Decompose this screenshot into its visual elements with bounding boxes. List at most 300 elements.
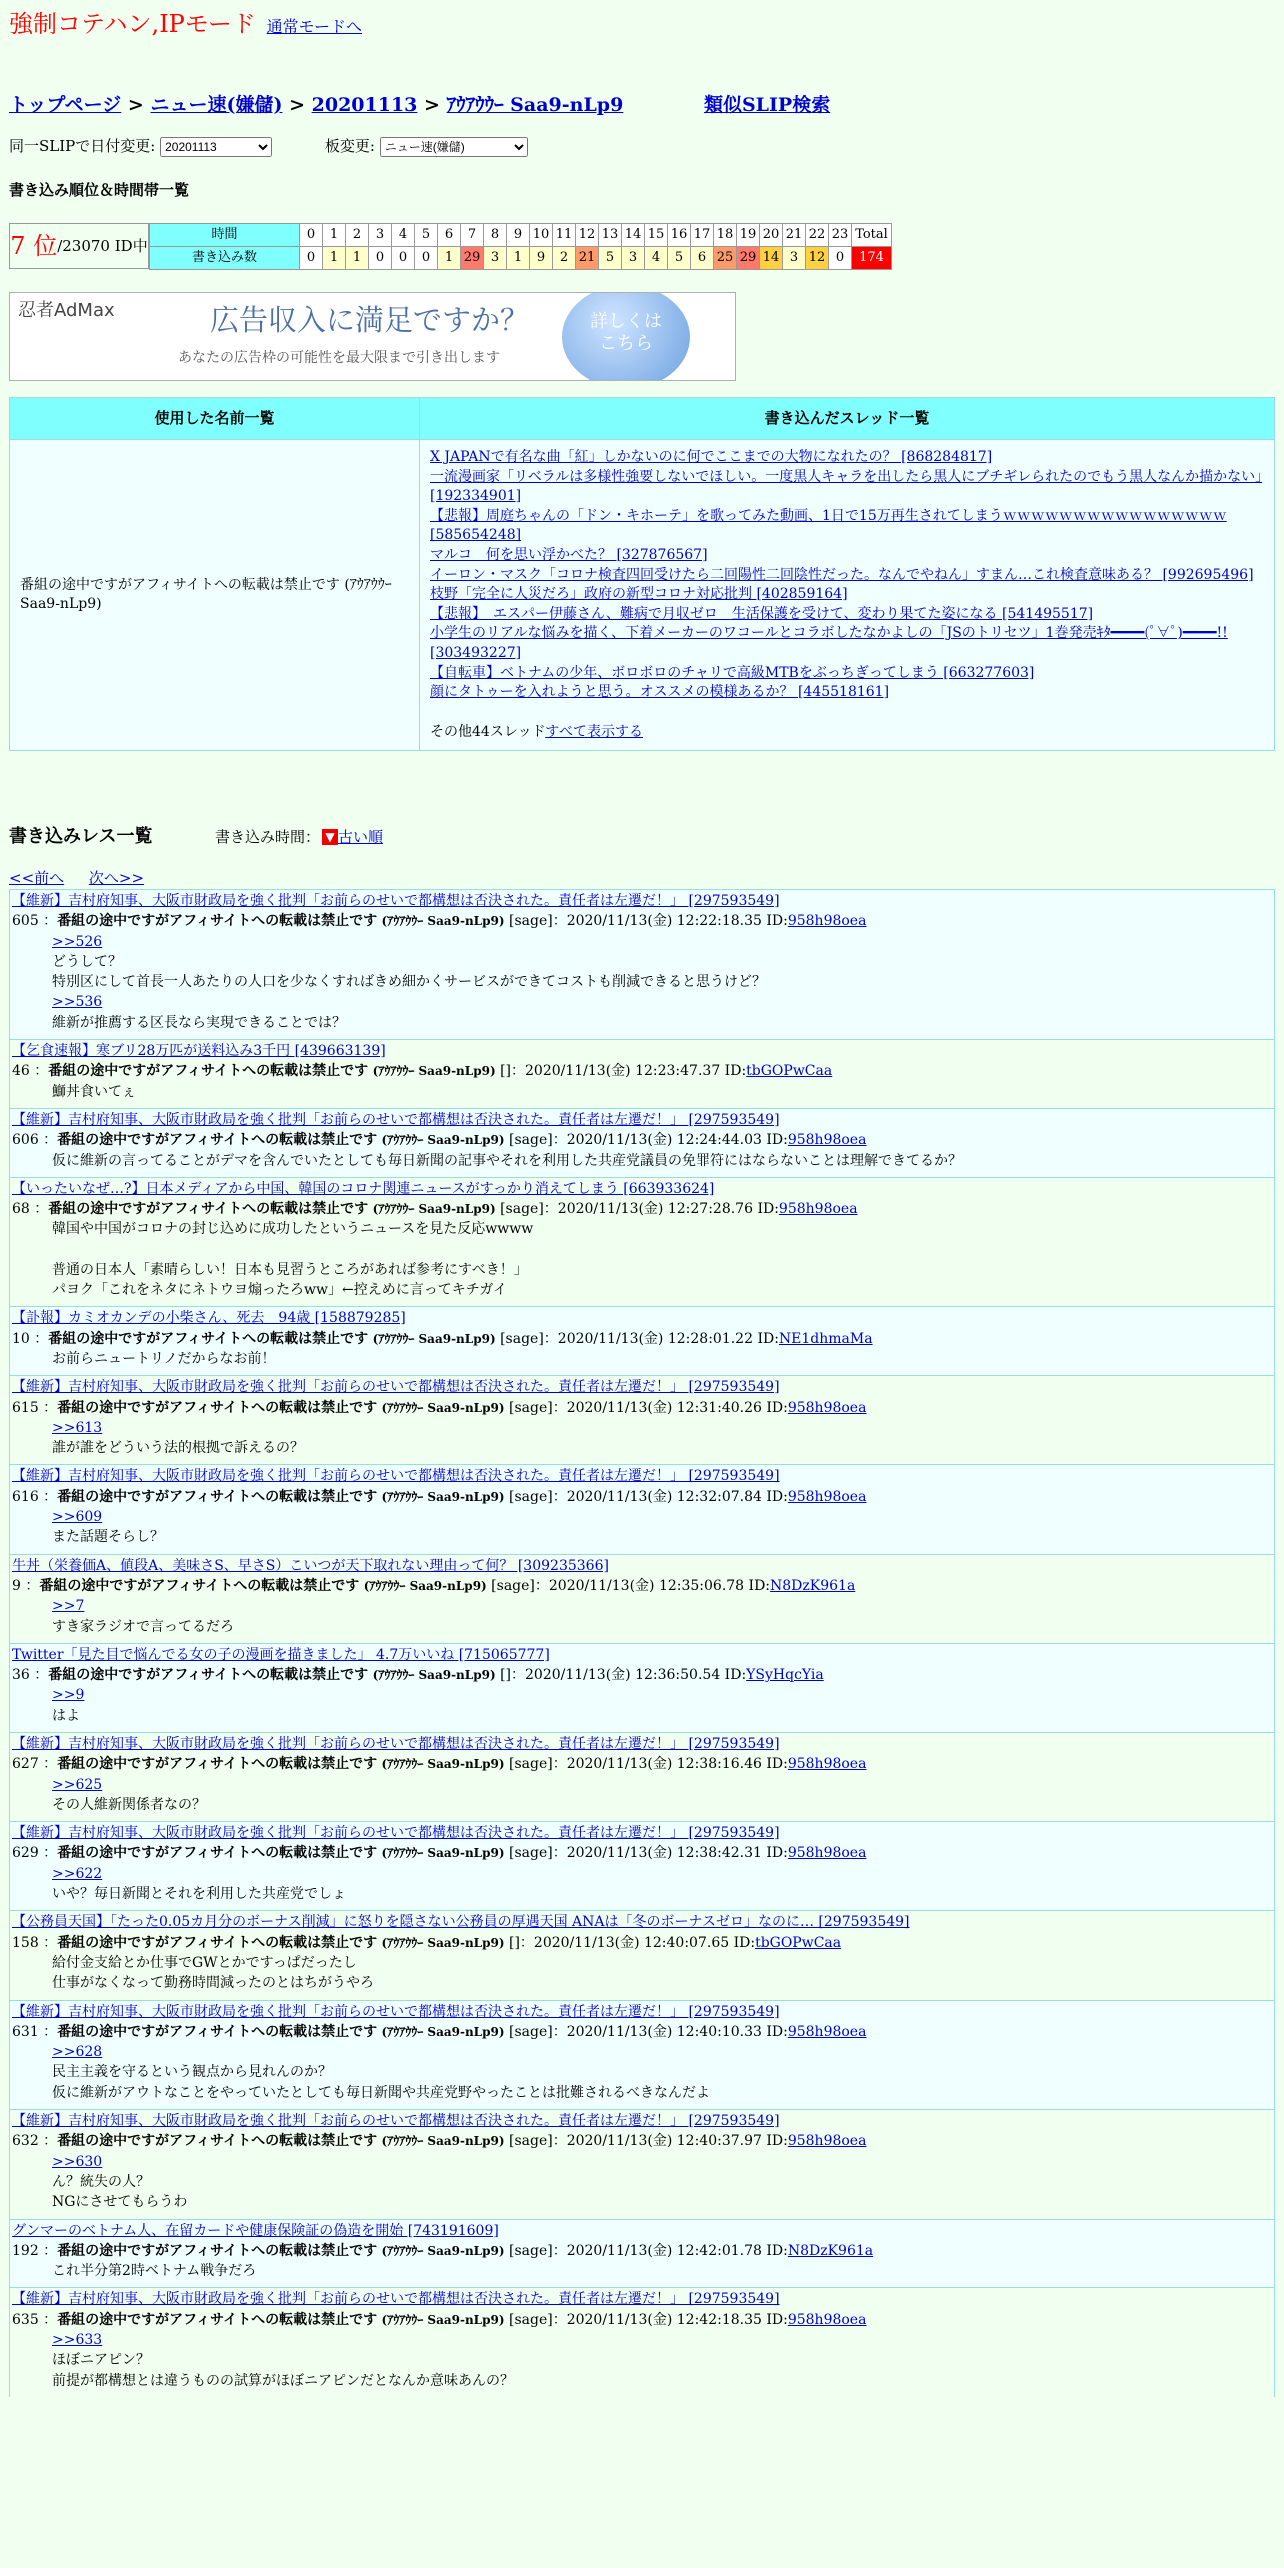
post-meta: 606 ：番組の途中ですがアフィサイトへの転載は禁止です (ｱｳｱｳｳｰ Saa9-nLp9) [sage]：2020/11/13(金) 12:24:44.03 ID:958h98oea <box>12 1132 867 1149</box>
post-thread-link[interactable]: 【乞食速報】寒ブリ28万匹が送料込み3千円 [439663139] <box>12 1043 386 1060</box>
post <box>9 1464 1275 1553</box>
post-id-link[interactable]: tbGOPwCaa <box>746 1063 833 1080</box>
post-id-link[interactable]: N8DzK961a <box>770 1577 856 1594</box>
breadcrumb <box>9 93 830 119</box>
poster-slip: (ｱｳｱｳｳｰ Saa9-nLp9) <box>381 914 505 929</box>
post-meta: 627 ：番組の途中ですがアフィサイトへの転載は禁止です (ｱｳｱｳｳｰ Saa9-nLp9) [sage]：2020/11/13(金) 12:38:16.46 ID:958h98oea <box>12 1756 867 1773</box>
post-thread-link[interactable]: 【維新】吉村府知事、大阪市財政局を強く批判「お前らのせいで都構想は否決された。責任者は左遷だ！」 [297593549] <box>12 1735 780 1752</box>
poster-slip: (ｱｳｱｳｳｰ Saa9-nLp9) <box>381 2134 505 2149</box>
post-body <box>12 932 1272 1033</box>
hour-count-cell: 3 <box>484 247 507 270</box>
names-header: 使用した名前一覧 <box>10 398 420 440</box>
normal-mode-link[interactable]: 通常モードへ <box>266 17 363 36</box>
thread-link[interactable]: 【自転車】ベトナムの少年、ボロボロのチャリで高級MTBをぶっちぎってしまう [663277603] <box>430 664 1035 681</box>
poster-name: 番組の途中ですがアフィサイトへの転載は禁止です <box>57 1488 378 1505</box>
post-thread <box>12 1466 1272 1486</box>
post-id-link[interactable]: YSyHqcYia <box>746 1667 824 1684</box>
post-body-line: 特別区にして首長一人あたりの人口を少なくすればきめ細かくサービスができてコストも削減できると思うけど？ <box>52 974 766 991</box>
post-separator: ： <box>38 2133 58 2150</box>
post-mail: [] <box>508 1934 520 1951</box>
post-body-line: 仮に維新の言ってることがデマを含んでいたとしても毎日新聞の記事やそれを利用した共産党議員の免罪符にはならないことは理解できてるか？ <box>52 1152 962 1169</box>
poster-slip: (ｱｳｱｳｳｰ Saa9-nLp9) <box>381 1846 505 1861</box>
hour-cell: 3 <box>369 224 392 247</box>
thread-link[interactable]: X JAPANで有名な曲「紅」しかないのに何でここまでの大物になれたの？ [868284817] <box>430 449 993 465</box>
post-id-link[interactable]: 958h98oea <box>778 1201 858 1218</box>
post-number: 635 <box>12 2311 39 2328</box>
post-date: 2020/11/13(金) 12:40:37.97 <box>566 2133 762 2150</box>
threads-cell <box>420 440 1275 751</box>
post-body <box>12 1685 1272 1726</box>
thread-link[interactable]: 【悲報】周庭ちゃんの「ドン・キホーテ」を歌ってみた動画、1日で15万再生されてしまうｗｗｗｗｗｗｗｗｗｗｗｗｗｗｗｗ [585654248] <box>430 507 1227 544</box>
post-thread <box>12 1308 1272 1328</box>
post <box>9 1306 1275 1375</box>
hour-count-cell: 12 <box>806 247 829 270</box>
hour-count-cell: 0 <box>369 247 392 270</box>
post <box>9 1554 1275 1643</box>
post-meta: 605 ：番組の途中ですがアフィサイトへの転載は禁止です (ｱｳｱｳｳｰ Saa9-nLp9) [sage]：2020/11/13(金) 12:22:18.35 ID:958h98oea <box>12 913 867 930</box>
post-thread <box>12 2289 1272 2309</box>
poster-name: 番組の途中ですがアフィサイトへの転載は禁止です <box>57 1399 378 1416</box>
post-separator: ： <box>20 1577 40 1594</box>
poster-slip: (ｱｳｱｳｳｰ Saa9-nLp9) <box>381 1400 505 1415</box>
thread-link[interactable]: マルコ 何を思い浮かべた？ [327876567] <box>430 546 708 563</box>
post-thread-link[interactable]: 【維新】吉村府知事、大阪市財政局を強く批判「お前らのせいで都構想は否決された。責任者は左遷だ！」 [297593549] <box>12 2113 780 2130</box>
post-thread <box>12 1110 1272 1130</box>
hour-cell: 1 <box>323 224 346 247</box>
post-meta: 46 ：番組の途中ですがアフィサイトへの転載は禁止です (ｱｳｱｳｳｰ Saa9-nLp9) []：2020/11/13(金) 12:23:47.37 ID:tbGOPwCaa <box>12 1063 833 1080</box>
post-number: 9 <box>12 1577 21 1594</box>
hour-cell: 17 <box>691 224 714 247</box>
post-body <box>12 1219 1272 1300</box>
post <box>9 1910 1275 1999</box>
post-thread <box>12 1823 1272 1843</box>
post-meta: 632 ：番組の途中ですがアフィサイトへの転載は禁止です (ｱｳｱｳｳｰ Saa9-nLp9) [sage]：2020/11/13(金) 12:40:37.97 ID:958h98oea <box>12 2133 867 2150</box>
post-thread <box>12 1734 1272 1754</box>
post-body-line: すき家ラジオで言ってるだろ <box>52 1618 234 1635</box>
poster-slip: (ｱｳｱｳｳｰ Saa9-nLp9) <box>372 1064 496 1079</box>
post-body-line: NGにさせてもらうわ <box>52 2194 188 2211</box>
reply-anchor-link[interactable]: >>630 <box>52 2153 103 2170</box>
post-number: 632 <box>12 2133 39 2150</box>
reply-anchor-link[interactable]: >>613 <box>52 1419 103 1436</box>
post-separator: ： <box>29 1063 49 1080</box>
breadcrumb-date[interactable]: 20201113 <box>311 94 418 116</box>
post-separator: ： <box>38 1132 58 1149</box>
post-number: 68 <box>12 1201 30 1218</box>
post-number: 629 <box>12 1845 39 1862</box>
ad-button-line: こちら <box>599 332 653 354</box>
rank-row <box>9 223 892 270</box>
post-id-link[interactable]: 958h98oea <box>787 2023 867 2040</box>
poster-slip: (ｱｳｱｳｳｰ Saa9-nLp9) <box>363 1578 487 1593</box>
post-body-line: 民主主義を守るという観点から見れんのか？ <box>52 2064 332 2081</box>
date-change-label: 同一SLIPで日付変更: <box>9 137 156 155</box>
more-threads-count: その他44スレッド <box>430 723 546 740</box>
post-number: 36 <box>12 1667 30 1684</box>
poster-name: 番組の途中ですがアフィサイトへの転載は禁止です <box>57 1756 378 1773</box>
post-mail: [sage] <box>508 913 553 930</box>
hour-cell: 14 <box>622 224 645 247</box>
hour-cell: 18 <box>714 224 737 247</box>
post-separator: ： <box>38 1845 58 1862</box>
reply-anchor-link[interactable]: >>536 <box>52 994 103 1011</box>
lists-table <box>9 397 1275 751</box>
post-body-line: はよ <box>52 1707 80 1724</box>
hour-count-cell: 5 <box>668 247 691 270</box>
post-body-line: 維新が推薦する区長なら実現できることでは？ <box>52 1014 346 1031</box>
post-mail: [sage] <box>508 1132 553 1149</box>
breadcrumb-slip[interactable]: ｱｳｱｳｳｰ Saa9-nLp9 <box>446 94 624 116</box>
time-label: 時間 <box>150 224 300 247</box>
prev-page-link[interactable]: <<前へ <box>9 869 65 887</box>
post-meta: 68 ：番組の途中ですがアフィサイトへの転載は禁止です (ｱｳｱｳｳｰ Saa9-nLp9) [sage]：2020/11/13(金) 12:27:28.76 ID:958h98oea <box>12 1201 858 1218</box>
thread-link[interactable]: イーロン・マスク「コロナ検査四回受けたら二回陽性二回陰性だった。なんでやねん」すまん…これ検査意味ある？ [992695496] <box>430 566 1254 583</box>
post-body <box>12 1082 1272 1102</box>
board-change-label: 板変更: <box>324 137 375 155</box>
hour-count-cell: 1 <box>438 247 461 270</box>
poster-name: 番組の途中ですがアフィサイトへの転載は禁止です <box>57 2023 378 2040</box>
post-thread <box>12 1377 1272 1397</box>
post-body-line: 仕事がなくなって勤務時間減ったのとはちがうやろ <box>52 1975 374 1992</box>
post-thread-link[interactable]: 【維新】吉村府知事、大阪市財政局を強く批判「お前らのせいで都構想は否決された。責任者は左遷だ！」 [297593549] <box>12 2003 780 2020</box>
hour-count-cell: 0 <box>829 247 852 270</box>
hour-cell: 22 <box>806 224 829 247</box>
hour-count-cell: 0 <box>415 247 438 270</box>
thread-link[interactable]: 顔にタトゥーを入れようと思う。オススメの模様あるか？ [445518161] <box>430 684 890 701</box>
poster-slip: (ｱｳｱｳｳｰ Saa9-nLp9) <box>372 1202 496 1217</box>
post-date: 2020/11/13(金) 12:31:40.26 <box>566 1399 762 1416</box>
more-threads <box>430 723 1264 743</box>
hour-count-cell: 1 <box>507 247 530 270</box>
poster-name: 番組の途中ですがアフィサイトへの転載は禁止です <box>48 1201 369 1218</box>
hour-count-cell: 0 <box>392 247 415 270</box>
rank-section-title: 書き込み順位＆時間帯一覧 <box>9 181 190 199</box>
post-mail: [sage] <box>508 2242 553 2259</box>
post-separator: ： <box>38 913 58 930</box>
hour-cell: 5 <box>415 224 438 247</box>
post-mail: [sage] <box>500 1330 544 1347</box>
hour-count-cell: 6 <box>691 247 714 270</box>
post-thread-link[interactable]: グンマーのベトナム人、在留カードや健康保険証の偽造を開始 [743191609] <box>12 2222 499 2239</box>
post-date: 2020/11/13(金) 12:42:18.35 <box>566 2311 762 2328</box>
reply-anchor-link[interactable]: >>628 <box>52 2044 103 2061</box>
post-body-line: また話題そらし？ <box>52 1529 164 1546</box>
hour-cell: 0 <box>300 224 323 247</box>
post-mail: [sage] <box>508 2311 553 2328</box>
post-id-link[interactable]: 958h98oea <box>787 1756 867 1773</box>
poster-name: 番組の途中ですがアフィサイトへの転載は禁止です <box>57 2242 378 2259</box>
post-body <box>12 1596 1272 1637</box>
post-number: 10 <box>12 1330 30 1347</box>
hourly-table <box>149 223 892 270</box>
post-thread-link[interactable]: 【維新】吉村府知事、大阪市財政局を強く批判「お前らのせいで都構想は否決された。責任者は左遷だ！」 [297593549] <box>12 2291 780 2308</box>
post-separator: ： <box>38 2023 58 2040</box>
post-number: 627 <box>12 1756 39 1773</box>
post-number: 192 <box>12 2242 39 2259</box>
post-body <box>12 1349 1272 1369</box>
poster-slip: (ｱｳｱｳｳｰ Saa9-nLp9) <box>381 1133 505 1148</box>
post-body-line: 誰が誰をどういう法的根拠で訴えるの？ <box>52 1440 304 1457</box>
sort-label: 書き込み時間： <box>215 828 321 847</box>
hour-cell: 15 <box>645 224 668 247</box>
post <box>9 2219 1275 2288</box>
post-thread-link[interactable]: Twitter「見た目で悩んでる女の子の漫画を描きました」 4.7万いいね [715065777] <box>12 1646 550 1663</box>
date-select[interactable] <box>160 137 272 157</box>
post-date: 2020/11/13(金) 12:22:18.35 <box>566 913 762 930</box>
post-body <box>12 1151 1272 1171</box>
post-body-line: いや？毎日新聞とそれを利用した共産党でしょ <box>52 1886 346 1903</box>
post <box>9 1732 1275 1821</box>
post-body-line: ん？統失の人？ <box>52 2173 150 2190</box>
post-mail: [sage] <box>508 1756 553 1773</box>
poster-slip: (ｱｳｱｳｳｰ Saa9-nLp9) <box>372 1331 496 1346</box>
post-meta: 635 ：番組の途中ですがアフィサイトへの転載は禁止です (ｱｳｱｳｳｰ Saa9-nLp9) [sage]：2020/11/13(金) 12:42:18.35 ID:958h98oea <box>12 2311 867 2328</box>
post-meta: 9 ：番組の途中ですがアフィサイトへの転載は禁止です (ｱｳｱｳｳｰ Saa9-nLp9) [sage]：2020/11/13(金) 12:35:06.78 ID:N8DzK961a <box>12 1577 856 1594</box>
poster-slip: (ｱｳｱｳｳｰ Saa9-nLp9) <box>381 2024 505 2039</box>
post-thread-link[interactable]: 【維新】吉村府知事、大阪市財政局を強く批判「お前らのせいで都構想は否決された。責任者は左遷だ！」 [297593549] <box>12 1379 780 1396</box>
ad-button-line: 詳しくは <box>590 311 662 332</box>
post <box>9 2287 1275 2396</box>
thread-link[interactable]: 小学生のリアルな悩みを描く、下着メーカーのワコールとコラボしたなかよしの「JSのトリセツ」1巻発売ｷﾀ━━━━(ﾟ∀ﾟ)━━━━!! [303493227] <box>430 625 1228 661</box>
post-thread-link[interactable]: 【維新】吉村府知事、大阪市財政局を強く批判「お前らのせいで都構想は否決された。責任者は左遷だ！」 [297593549] <box>12 1111 780 1128</box>
post-meta: 631 ：番組の途中ですがアフィサイトへの転載は禁止です (ｱｳｱｳｳｰ Saa9-nLp9) [sage]：2020/11/13(金) 12:40:10.33 ID:958h98oea <box>12 2023 867 2040</box>
post-date: 2020/11/13(金) 12:36:50.54 <box>525 1667 721 1684</box>
post-thread <box>12 1179 1272 1199</box>
board-select[interactable] <box>380 137 528 157</box>
sort-chevron-icon[interactable]: ▼ <box>322 829 338 845</box>
post-body-line: これ半分第2時ベトナム戦争だろ <box>52 2263 257 2280</box>
reply-anchor-link[interactable]: >>526 <box>52 933 103 950</box>
post-date: 2020/11/13(金) 12:23:47.37 <box>525 1063 721 1080</box>
ad-headline: 広告収入に満足ですか？ <box>210 303 530 337</box>
next-page-link[interactable]: 次へ>> <box>88 869 145 887</box>
post <box>9 1821 1275 1910</box>
page-header <box>9 8 362 40</box>
post-separator: ： <box>38 1399 58 1416</box>
breadcrumb-separator: > <box>289 94 305 116</box>
post-mail: [] <box>500 1667 512 1684</box>
post-separator: ： <box>38 2242 58 2259</box>
hour-cell: 6 <box>438 224 461 247</box>
reply-anchor-link[interactable]: >>633 <box>52 2332 103 2348</box>
post-meta: 615 ：番組の途中ですがアフィサイトへの転載は禁止です (ｱｳｱｳｳｰ Saa9-nLp9) [sage]：2020/11/13(金) 12:31:40.26 ID:958h98oea <box>12 1399 867 1416</box>
hour-cell: 21 <box>783 224 806 247</box>
post-meta: 10 ：番組の途中ですがアフィサイトへの転載は禁止です (ｱｳｱｳｳｰ Saa9-nLp9) [sage]：2020/11/13(金) 12:28:01.22 ID:NE1dhmaMa <box>12 1330 873 1347</box>
responses-title: 書き込みレス一覧 <box>9 826 153 847</box>
post-id-link[interactable]: 958h98oea <box>787 2311 867 2328</box>
ad-subtext: あなたの広告枠の可能性を最大限まで引き出します <box>178 350 500 366</box>
ad-logo: 忍者AdMax <box>18 300 115 321</box>
hour-count-cell: 5 <box>599 247 622 270</box>
post-id-link[interactable]: 958h98oea <box>787 1399 867 1416</box>
post-body <box>12 1953 1272 1994</box>
post-number: 46 <box>12 1063 30 1080</box>
post-id-link[interactable]: N8DzK961a <box>787 2242 874 2259</box>
post-id-link[interactable]: tbGOPwCaa <box>755 1934 842 1951</box>
threads-header: 書き込んだスレッド一覧 <box>420 398 1275 440</box>
hour-cell: 11 <box>553 224 576 247</box>
post-mail: [sage] <box>508 1488 553 1505</box>
post-thread <box>12 2221 1272 2241</box>
thread-list <box>430 448 1264 703</box>
post-meta: 616 ：番組の途中ですがアフィサイトへの転載は禁止です (ｱｳｱｳｳｰ Saa9-nLp9) [sage]：2020/11/13(金) 12:32:07.84 ID:958h98oea <box>12 1488 867 1505</box>
reply-anchor-link[interactable]: >>625 <box>52 1776 103 1793</box>
post-body <box>12 1775 1272 1816</box>
post-date: 2020/11/13(金) 12:42:01.78 <box>566 2242 762 2259</box>
hour-cell: 13 <box>599 224 622 247</box>
count-label: 書き込み数 <box>150 247 300 270</box>
post-body-line: 給付金支給とか仕事でGWとかですっぱだったし <box>52 1954 357 1971</box>
post <box>9 2109 1275 2218</box>
poster-name: 番組の途中ですがアフィサイトへの転載は禁止です <box>57 913 378 930</box>
hour-cell: 19 <box>737 224 760 247</box>
poster-slip: (ｱｳｱｳｳｰ Saa9-nLp9) <box>381 2243 505 2258</box>
hour-cell: 10 <box>530 224 553 247</box>
hour-count-cell: 4 <box>645 247 668 270</box>
names-cell <box>10 440 420 751</box>
show-all-link[interactable]: すべて表示する <box>545 723 643 740</box>
hour-cell: 20 <box>760 224 783 247</box>
post-body-line: ほぼニアピン？ <box>52 2352 150 2369</box>
post-meta: 629 ：番組の途中ですがアフィサイトへの転載は禁止です (ｱｳｱｳｳｰ Saa9-nLp9) [sage]：2020/11/13(金) 12:38:42.31 ID:958h98oea <box>12 1845 867 1862</box>
post-separator: ： <box>38 1934 58 1951</box>
post-date: 2020/11/13(金) 12:24:44.03 <box>566 1132 762 1149</box>
post-date: 2020/11/13(金) 12:27:28.76 <box>557 1201 753 1218</box>
post-body-line: 仮に維新がアウトなことをやっていたとしても毎日新聞や共産党野やったことは批難されるべきなんだよ <box>52 2084 710 2101</box>
post-thread-link[interactable]: 【いったいなぜ…?】日本メディアから中国、韓国のコロナ関連ニュースがすっかり消えてしまう [663933624] <box>12 1180 715 1197</box>
post-body <box>12 1864 1272 1905</box>
post-body-line: 韓国や中国がコロナの封じ込めに成功したというニュースを見た反応wwww <box>52 1221 534 1238</box>
poster-slip: (ｱｳｱｳｳｰ Saa9-nLp9) <box>381 1757 505 1772</box>
post <box>9 1039 1275 1108</box>
poster-name: 番組の途中ですがアフィサイトへの転載は禁止です <box>48 1330 369 1347</box>
hour-count-cell: 14 <box>760 247 783 270</box>
poster-name: 番組の途中ですがアフィサイトへの転載は禁止です <box>57 1934 378 1951</box>
post <box>9 1177 1275 1306</box>
post-mail: [sage] <box>500 1201 544 1218</box>
post-thread <box>12 2002 1272 2022</box>
post-date: 2020/11/13(金) 12:28:01.22 <box>557 1330 753 1347</box>
thread-link[interactable]: 【悲報】 エスパー伊藤さん、難病で月収ゼロ 生活保護を受けて、変わり果てた姿になる [541495517] <box>430 605 1094 622</box>
total-label: Total <box>852 224 892 247</box>
hour-cell: 7 <box>461 224 484 247</box>
post-id-link[interactable]: 958h98oea <box>787 1132 867 1149</box>
post-date: 2020/11/13(金) 12:38:42.31 <box>566 1845 762 1862</box>
post-mail: [] <box>500 1063 512 1080</box>
ad-details-button[interactable] <box>578 311 674 354</box>
poster-name: 番組の途中ですがアフィサイトへの転載は禁止です <box>57 1845 378 1862</box>
post-thread-link[interactable]: 【訃報】カミオカンデの小柴さん、死去 94歳 [158879285] <box>12 1310 406 1327</box>
used-name: 番組の途中ですがアフィサイトへの転載は禁止です (ｱｳｱｳｳｰ Saa9-nLp9) <box>20 577 392 613</box>
post-meta: 192 ：番組の途中ですがアフィサイトへの転載は禁止です (ｱｳｱｳｳｰ Saa9-nLp9) [sage]：2020/11/13(金) 12:42:01.78 ID:N8DzK961a <box>12 2242 874 2259</box>
post-body-line: パヨク「これをネタにネトウヨ煽ったろww」←控えめに言ってキチガイ <box>52 1282 507 1299</box>
hour-cell: 23 <box>829 224 852 247</box>
post-body <box>12 2330 1272 2391</box>
poster-name: 番組の途中ですがアフィサイトへの転載は禁止です <box>48 1063 369 1080</box>
sort-oldest-link[interactable]: 古い順 <box>338 828 384 847</box>
post-thread-link[interactable]: 【維新】吉村府知事、大阪市財政局を強く批判「お前らのせいで都構想は否決された。責任者は左遷だ！」 [297593549] <box>12 1825 780 1842</box>
post-separator: ： <box>29 1667 49 1684</box>
post-thread-link[interactable]: 【維新】吉村府知事、大阪市財政局を強く批判「お前らのせいで都構想は否決された。責任者は左遷だ！」 [297593549] <box>12 893 780 909</box>
post-thread <box>12 1645 1272 1665</box>
post-body-line: お前らニュートリノだからなお前！ <box>52 1350 276 1367</box>
reply-anchor-link[interactable]: >>609 <box>52 1509 103 1526</box>
poster-name: 番組の途中ですがアフィサイトへの転載は禁止です <box>57 1132 378 1149</box>
pager <box>9 868 164 888</box>
post-date: 2020/11/13(金) 12:38:16.46 <box>566 1756 762 1773</box>
post-body-line: どうして？ <box>52 953 122 970</box>
rank-number: 7 位 <box>10 231 58 260</box>
hour-count-cell: 29 <box>737 247 760 270</box>
similar-slip-search-link[interactable]: 類似SLIP検索 <box>703 94 831 116</box>
post-body <box>12 2261 1272 2281</box>
post-meta: 36 ：番組の途中ですがアフィサイトへの転載は禁止です (ｱｳｱｳｳｰ Saa9-nLp9) []：2020/11/13(金) 12:36:50.54 ID:YSyHqcYia <box>12 1667 824 1684</box>
breadcrumb-board[interactable]: ニュー速(嫌儲) <box>150 94 283 116</box>
post-mail: [sage] <box>508 2133 553 2150</box>
thread-link[interactable]: 一流漫画家「リベラルは多様性強要しないでほしい。一度黒人キャラを出したら黒人にブチギレられたのでもう黒人なんか描かない」[192334901] <box>430 468 1263 505</box>
poster-slip: (ｱｳｱｳｳｰ Saa9-nLp9) <box>381 1935 505 1950</box>
post-meta: 158 ：番組の途中ですがアフィサイトへの転載は禁止です (ｱｳｱｳｳｰ Saa9-nLp9) []：2020/11/13(金) 12:40:07.65 ID:tbGOPwCaa <box>12 1934 842 1951</box>
post-thread <box>12 891 1272 911</box>
hour-count-cell: 3 <box>783 247 806 270</box>
breadcrumb-separator: > <box>424 94 440 116</box>
ad-banner[interactable] <box>9 292 736 381</box>
hour-cell: 8 <box>484 224 507 247</box>
post-separator: ： <box>38 2311 58 2328</box>
poster-name: 番組の途中ですがアフィサイトへの転載は禁止です <box>39 1577 360 1594</box>
post-number: 606 <box>12 1132 39 1149</box>
post-date: 2020/11/13(金) 12:35:06.78 <box>548 1577 745 1594</box>
post <box>9 889 1275 1039</box>
post-body <box>12 2152 1272 2213</box>
post-id-link[interactable]: 958h98oea <box>787 913 867 930</box>
post-thread-link[interactable]: 【公務員天国】「たった0.05カ月分のボーナス削減」に怒りを隠さない公務員の厚遇天国 ANAは「冬のボーナスゼロ」なのに… [297593549] <box>12 1914 910 1931</box>
post-thread-link[interactable]: 牛丼（栄養価A、値段A、美味さS、早さS）こいつが天下取れない理由って何？ [309235366] <box>12 1557 609 1574</box>
hour-cell: 9 <box>507 224 530 247</box>
hour-count-cell: 9 <box>530 247 553 270</box>
breadcrumb-top[interactable]: トップページ <box>9 94 122 116</box>
post-id-link[interactable]: 958h98oea <box>787 1845 867 1862</box>
post-body-line: 普通の日本人「素晴らしい！日本も見習うところがあれば参考にすべき！」 <box>52 1261 528 1278</box>
hour-count-cell: 21 <box>576 247 599 270</box>
hour-cell: 4 <box>392 224 415 247</box>
page-title: 強制コテハン,IPモード <box>9 10 256 38</box>
post-number: 616 <box>12 1488 39 1505</box>
hour-count-cell: 3 <box>622 247 645 270</box>
post <box>9 1375 1275 1464</box>
post-thread-link[interactable]: 【維新】吉村府知事、大阪市財政局を強く批判「お前らのせいで都構想は否決された。責任者は左遷だ！」 [297593549] <box>12 1468 780 1485</box>
post-id-link[interactable]: 958h98oea <box>787 1488 867 1505</box>
post-separator: ： <box>38 1756 58 1773</box>
thread-link[interactable]: 枝野「完全に人災だろ」政府の新型コロナ対応批判 [402859164] <box>430 586 848 603</box>
reply-anchor-link[interactable]: >>7 <box>52 1598 85 1615</box>
post-number: 158 <box>12 1934 39 1951</box>
hour-count-cell: 29 <box>461 247 484 270</box>
post <box>9 2000 1275 2109</box>
post-id-link[interactable]: 958h98oea <box>787 2133 867 2150</box>
hour-cell: 16 <box>668 224 691 247</box>
reply-anchor-link[interactable]: >>622 <box>52 1865 103 1882</box>
post-separator: ： <box>29 1330 49 1347</box>
post-mail: [sage] <box>508 2023 553 2040</box>
poster-slip: (ｱｳｱｳｳｰ Saa9-nLp9) <box>372 1668 496 1683</box>
rank-total: /23070 ID中 <box>57 236 148 255</box>
rank-box <box>9 223 149 269</box>
post-separator: ： <box>29 1201 49 1218</box>
poster-name: 番組の途中ですがアフィサイトへの転載は禁止です <box>57 2311 378 2328</box>
post-id-link[interactable]: NE1dhmaMa <box>778 1330 873 1347</box>
reply-anchor-link[interactable]: >>9 <box>52 1687 85 1704</box>
